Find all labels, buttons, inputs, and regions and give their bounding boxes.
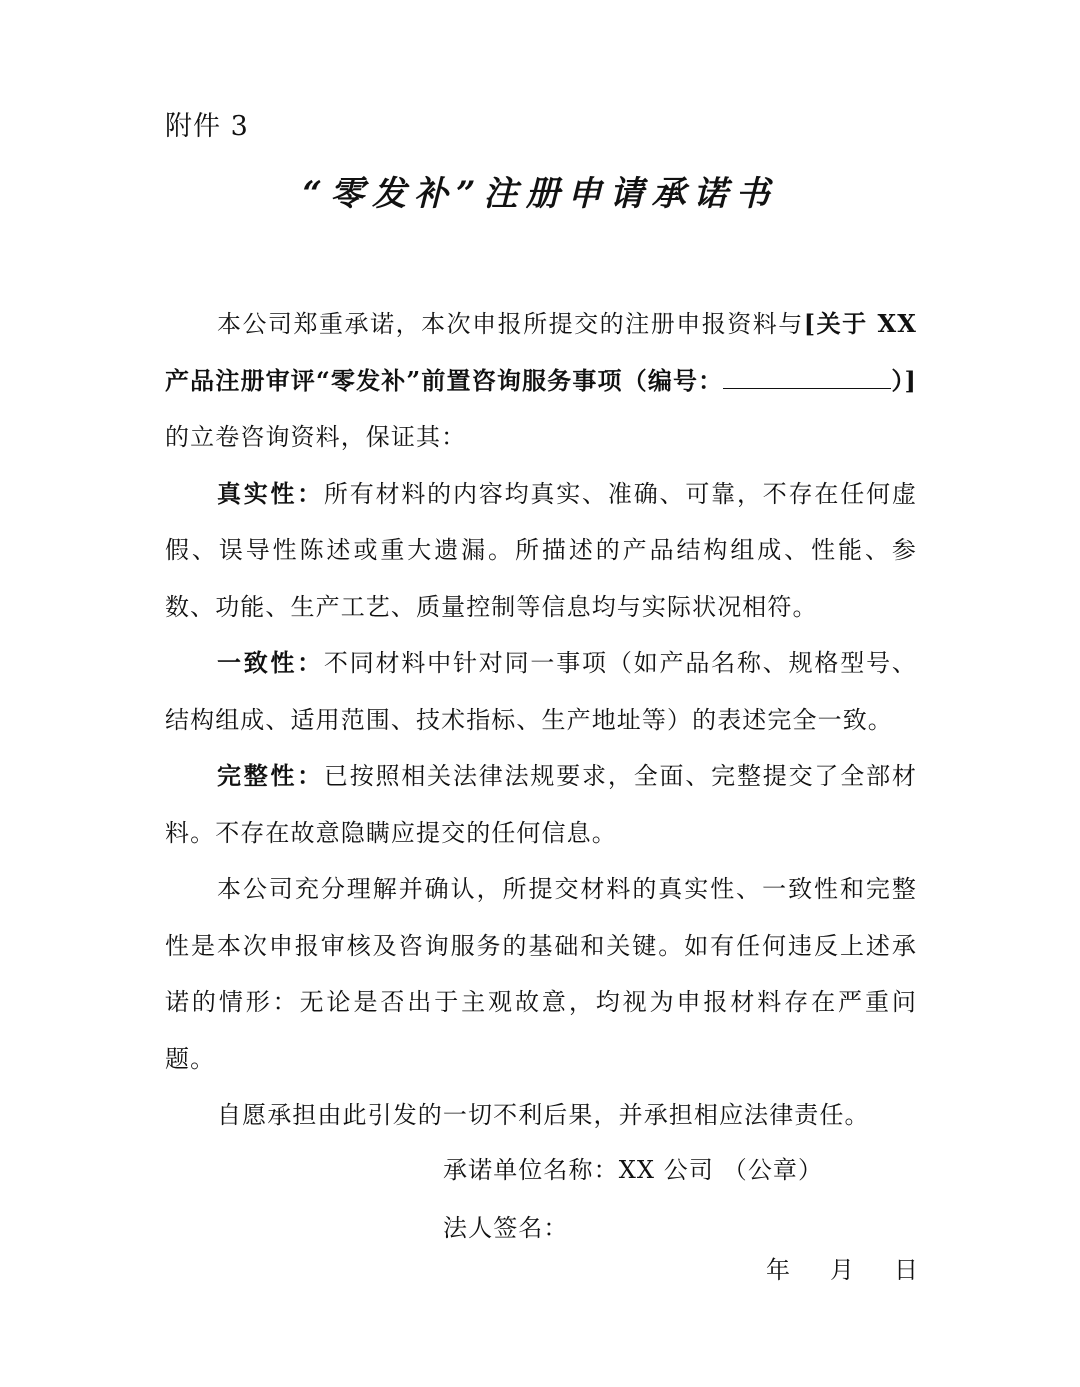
document-body bbox=[165, 296, 917, 1144]
company-name-line: 承诺单位名称：XX 公司 （公章） bbox=[443, 1156, 824, 1184]
intro-bold-end: ）] bbox=[891, 365, 917, 395]
date-line bbox=[766, 1250, 918, 1285]
day-label: 日 bbox=[894, 1256, 918, 1284]
intro-paragraph bbox=[165, 296, 917, 466]
document-title: “零发补”注册申请承诺书 bbox=[302, 174, 778, 214]
authenticity-paragraph bbox=[165, 466, 917, 636]
attachment-label: 附件 3 bbox=[165, 111, 249, 142]
intro-bold: [关于 XX 产品注册审评“零发补”前置咨询服务事项（编号： bbox=[165, 309, 917, 395]
consistency-label: 一致性： bbox=[217, 648, 324, 677]
number-blank-line bbox=[723, 358, 891, 389]
intro-part1: 本公司郑重承诺，本次申报所提交的注册申报资料与 bbox=[217, 310, 804, 338]
responsibility-paragraph: 自愿承担由此引发的一切不利后果，并承担相应法律责任。 bbox=[217, 1101, 870, 1129]
completeness-paragraph bbox=[165, 748, 917, 861]
consistency-text: 不同材料中针对同一事项（如产品名称、规格型号、结构组成、适用范围、技术指标、生产地址等）的表述完全一致。 bbox=[165, 649, 917, 734]
authenticity-label: 真实性： bbox=[217, 478, 324, 508]
completeness-label: 完整性： bbox=[217, 761, 324, 790]
confirm-paragraph: 本公司充分理解并确认，所提交材料的真实性、一致性和完整性是本次申报审核及咨询服务的基础和关键。如有任何违反上述承诺的情形：无论是否出于主观故意，均视为申报材料存在严重问题。 bbox=[165, 875, 917, 1073]
completeness-text: 已按照相关法律法规要求，全面、完整提交了全部材料。不存在故意隐瞒应提交的任何信息。 bbox=[165, 762, 917, 847]
intro-part2: 的立卷咨询资料，保证其： bbox=[165, 423, 467, 451]
legal-person-signature: 法人签名： bbox=[443, 1214, 569, 1242]
authenticity-text: 所有材料的内容均真实、准确、可靠，不存在任何虚假、误导性陈述或重大遗漏。所描述的产品结构组成、性能、参数、功能、生产工艺、质量控制等信息均与实际状况相符。 bbox=[165, 479, 917, 621]
consistency-paragraph bbox=[165, 635, 917, 748]
month-label: 月 bbox=[830, 1256, 854, 1284]
year-label: 年 bbox=[766, 1256, 790, 1284]
